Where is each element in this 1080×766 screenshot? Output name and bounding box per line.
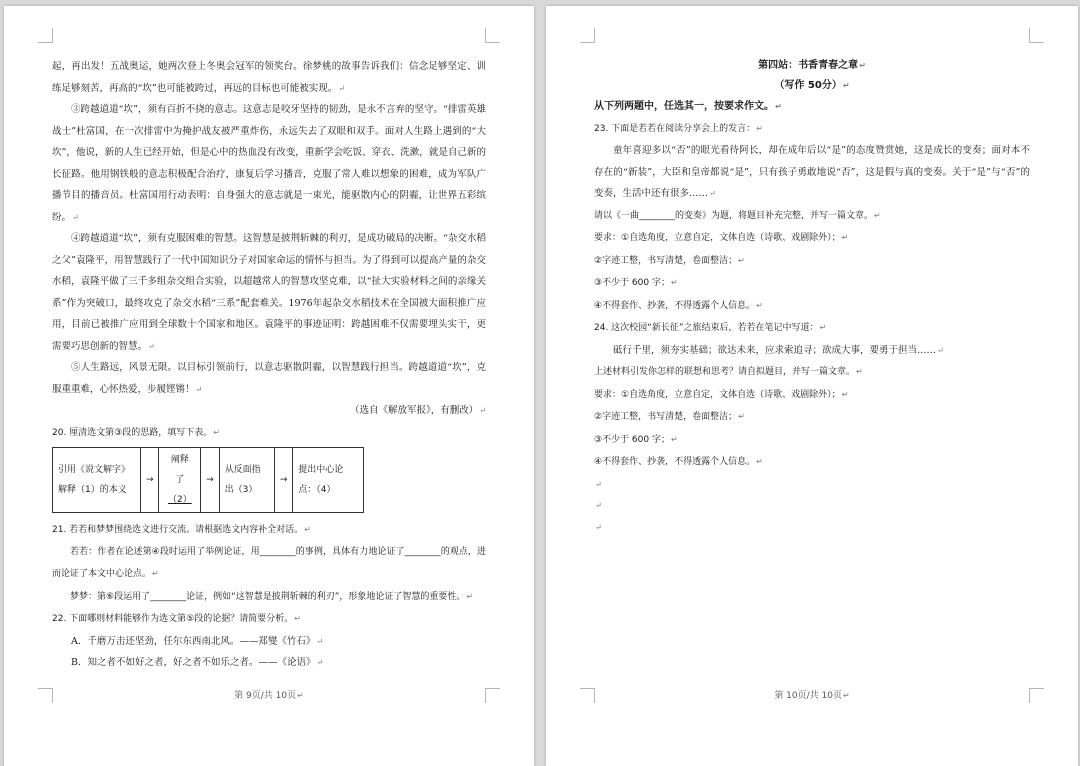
question-21-b: 梦梦：第⑥段运用了________论证，例如“这智慧是披荆斩棘的利刃”，形象地论证了智慧的重要性。↵: [70, 591, 474, 602]
requirement: ②字迹工整，书写清楚，卷面整洁；↵: [594, 255, 745, 266]
empty-paragraph: ↵: [595, 479, 602, 489]
flow-cell-1: 引用《说文解字》解释（1）的本义: [53, 448, 141, 512]
question-23-prompt: 请以《一曲________的变奏》为题，将题目补充完整，并写一篇文章。↵: [594, 210, 881, 221]
requirement: ③不少于 600 字；↵: [594, 434, 678, 445]
question-21-a: 若若：作者在论述第④段时运用了举例论证，用________的事例，具体有力地论证了________的观点，进而论证了本文中心论点。↵: [52, 546, 486, 579]
requirement: 要求：①自选角度，立意自定，文体自选（诗歌、戏剧除外）；↵: [594, 233, 849, 243]
crop-mark: [580, 28, 595, 43]
paragraph: ④跨越道道“坎”，须有克服困难的智慧。这智慧是披荆斩棘的利刃，是成功破局的决断。“杂交水稻之父”袁隆平，用智慧践行了一代中国知识分子对国家命运的情怀与担当。为了得到可以提高产量的杂交水稻，袁隆平做了三千多组杂交组合实验，以超越常人的智慧攻坚克难，以“扯大实验材料之间的亲缘关系”作为突破口，最终攻克了杂交水稻“三系”配套难关。1976年起杂交水稻技术在全国被大面积推广应用，目前已被推广应用到全球数十个国家和地区。袁隆平的事迹证明：跨越困难不仅需要埋头实干，更需要巧思创新的智慧。↵: [52, 233, 486, 352]
arrow-right-icon: →: [201, 448, 219, 512]
section-title: 第四站：书香青春之章↵: [758, 60, 866, 71]
requirement: ②字迹工整，书写清楚，卷面整洁；↵: [594, 412, 745, 422]
paragraph: 起，再出发！五战奥运，她两次登上冬奥会冠军的领奖台。徐梦桃的故事告诉我们：信念足够坚定、训练足够刻苦，再高的“坎”也可能被跨过，再远的目标也可能被实现。↵: [52, 61, 486, 94]
option-b: B．知之者不如好之者，好之者不如乐之者。——《论语》↵: [71, 657, 324, 668]
page-10: [546, 6, 1078, 766]
page-footer: 第 9页/共 10页↵: [234, 691, 304, 701]
source-note: （选自《解放军报》，有删改）↵: [350, 405, 486, 416]
question-21: 21. 若若和梦梦围绕选文进行交流。请根据选文内容补全对话。↵: [52, 525, 311, 535]
arrow-right-icon: →: [275, 448, 293, 512]
question-24-quote: 砥行千里，须夯实基础；欲达未来，应求索追寻；欲成大事，要勇于担当……↵: [613, 344, 944, 356]
question-20: 20. 厘清选文第③段的思路，填写下表。↵: [52, 427, 220, 438]
flow-cell-3: 从反面指出（3）: [220, 448, 275, 512]
page-9-body: [52, 56, 486, 674]
requirement: ③不少于 600 字；↵: [594, 278, 678, 288]
instruction: 从下列两题中，任选其一，按要求作文。↵: [594, 101, 782, 112]
empty-paragraph: ↵: [595, 501, 602, 510]
thinking-flow-table: [52, 447, 364, 513]
arrow-right-icon: →: [141, 448, 159, 512]
question-24-prompt: 上述材料引发你怎样的联想和思考？请自拟题目，并写一篇文章。↵: [594, 367, 863, 377]
paragraph: ③跨越道道“坎”，须有百折不挠的意志。这意志是咬牙坚持的韧劲，是永不言弃的坚守。“排雷英雄战士”杜富国，在一次排雷中为掩护战友被严重炸伤，永远失去了双眼和双手。面对人生路上遇到的“大坎”，他说，新的人生已经开始，但是心中的热血没有改变，重新学会吃饭、穿衣、洗漱，就是自己新的长征路。他用钢铁般的意志积极配合治疗，康复后学习播音，克服了常人难以想象的困难，成为军队广播节目的播音员。杜富国用行动表明：自身强大的意志就是一束光，能驱散内心的阴霾，让世界五彩缤纷。↵: [52, 104, 486, 223]
crop-mark: [485, 28, 500, 43]
flow-cell-2: 阐释 了 （2）: [159, 448, 201, 512]
question-23: 23. 下面是若若在阅读分享会上的发言：↵: [594, 123, 763, 134]
page-footer: 第 10页/共 10页↵: [774, 691, 850, 701]
requirement: ④不得套作、抄袭，不得透露个人信息。↵: [594, 300, 763, 311]
page-9: [4, 6, 534, 766]
paragraph: ⑤人生路远，风景无限。以目标引领前行，以意志驱散阴霾，以智慧践行担当。跨越道道“坎”，克服重重难，心怀热爱，步履铿锵！↵: [52, 362, 486, 395]
question-23-quote: 童年喜迎多以“否”的眼光看待阿长，却在成年后以“是”的态度赞赏她，这是成长的变奏；面对本不存在的“新装”，大臣和皇帝都说“是”，只有孩子勇敢地说“否”，这是假与真的变奏。关于“是”与“否”的变奏，生活中还有很多……↵: [594, 145, 1030, 199]
flow-cell-4: 提出中心论点：（4）: [298, 465, 344, 495]
section-subtitle: （写作 50分）↵: [774, 80, 850, 91]
page-10-body: [594, 56, 1030, 538]
requirement: 要求：①自选角度，立意自定，文体自选（诗歌、戏剧除外）；↵: [594, 389, 849, 400]
question-24: 24. 这次校园“新长征”之旅结束后，若若在笔记中写道：↵: [594, 323, 827, 333]
crop-mark: [38, 28, 53, 43]
crop-mark: [1029, 28, 1044, 43]
empty-paragraph: ↵: [595, 522, 602, 532]
question-22: 22. 下面哪则材料能够作为选文第⑤段的论据？请简要分析。↵: [52, 614, 301, 624]
option-a: A．千磨万击还坚劲，任尔东西南北风。——郑燮《竹石》↵: [71, 635, 324, 647]
requirement: ④不得套作、抄袭，不得透露个人信息。↵: [594, 457, 763, 467]
